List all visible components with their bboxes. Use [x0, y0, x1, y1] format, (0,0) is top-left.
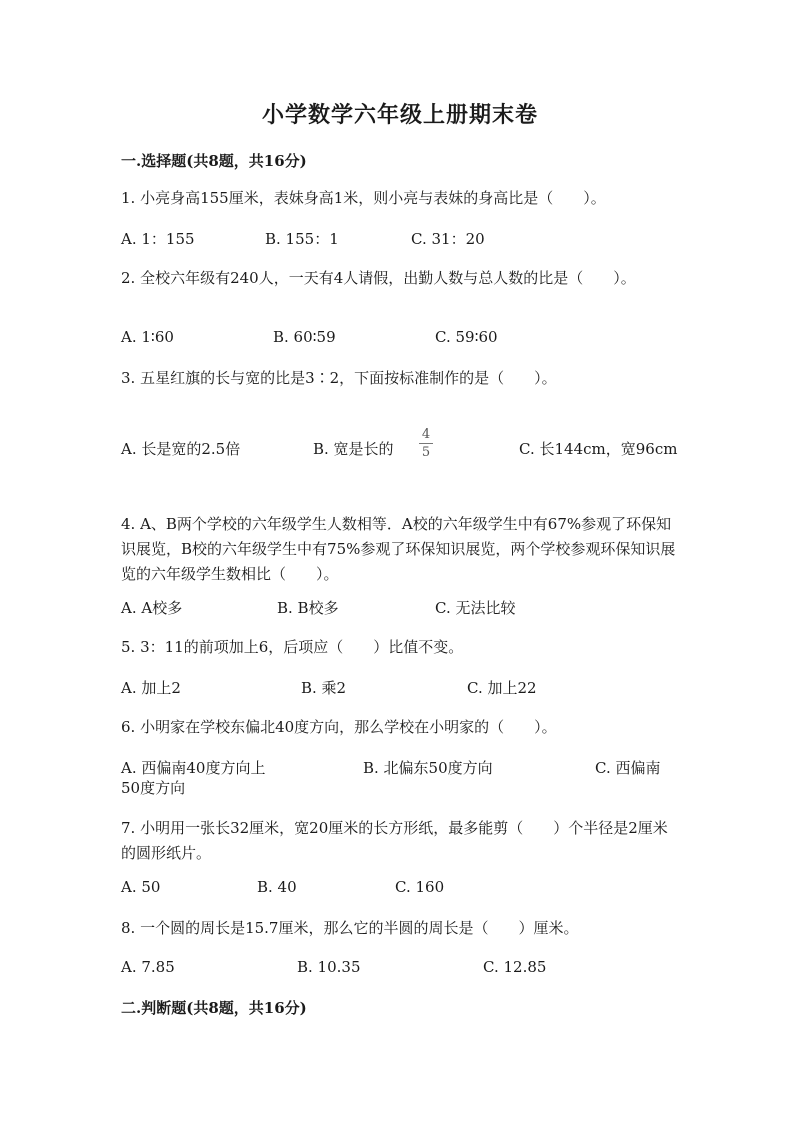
option-a: A. 长是宽的2.5倍: [121, 440, 241, 458]
option-b: B. 60∶59: [273, 328, 336, 346]
question-3-options: [121, 427, 681, 462]
question-4-options: [121, 597, 681, 621]
section-heading-judgement: 二.判断题(共8题，共16分): [121, 999, 307, 1017]
option-a: A. 7.85: [121, 958, 175, 976]
fraction-numerator: 4: [419, 426, 433, 444]
option-b: B. 宽是长的: [313, 440, 394, 458]
option-a: A. 50: [121, 878, 161, 896]
question-5-options: [121, 677, 681, 701]
question-6-options-wrap: [121, 777, 681, 801]
option-b: B. 40: [257, 878, 297, 896]
option-b: B. 北偏东50度方向: [363, 759, 493, 777]
option-c: C. 加上22: [467, 679, 537, 697]
question-1-options: [121, 228, 681, 252]
option-b: B. B校多: [277, 599, 339, 617]
question-7-options: [121, 878, 681, 902]
option-a: A. 加上2: [121, 679, 181, 697]
option-c: C. 长144cm，宽96cm: [519, 440, 678, 458]
option-c: C. 12.85: [483, 958, 547, 976]
question-4-stem: 4. A、B两个学校的六年级学生人数相等．A校的六年级学生中有67%参观了环保知识展览，B校的六年级学生中有75%参观了环保知识展览，两个学校参观环保知识展览的六年级学生数相比（ ）。: [121, 515, 676, 583]
question-6-stem: 6. 小明家在学校东偏北40度方向，那么学校在小明家的（ ）。: [121, 718, 557, 736]
option-a: A. 西偏南40度方向上: [121, 759, 266, 777]
question-8-options: [121, 958, 681, 982]
option-c: C. 31：20: [411, 230, 485, 248]
fraction-denominator: 5: [421, 445, 431, 460]
option-a: A. 1∶60: [121, 328, 174, 346]
option-c: C. 西偏南: [595, 759, 661, 777]
option-a: A. A校多: [121, 599, 183, 617]
question-3-stem: 3. 五星红旗的长与宽的比是3∶2，下面按标准制作的是（ ）。: [121, 369, 557, 387]
question-1-stem: 1. 小亮身高155厘米，表妹身高1米，则小亮与表妹的身高比是（ ）。: [121, 189, 606, 207]
question-2-options: [121, 328, 681, 352]
question-8-stem: 8. 一个圆的周长是15.7厘米，那么它的半圆的周长是（ ）厘米。: [121, 919, 579, 937]
option-c-continued: 50度方向: [121, 779, 186, 797]
section-heading-choice: 一.选择题(共8题，共16分): [121, 152, 307, 170]
option-c: C. 59∶60: [435, 328, 498, 346]
option-b: B. 10.35: [297, 958, 361, 976]
option-c: C. 160: [395, 878, 445, 896]
question-2-stem: 2. 全校六年级有240人，一天有4人请假，出勤人数与总人数的比是（ ）。: [121, 269, 636, 287]
option-c: C. 无法比较: [435, 599, 516, 617]
option-a: A. 1：155: [121, 230, 195, 248]
question-5-stem: 5. 3：11的前项加上6，后项应（ ）比值不变。: [121, 638, 464, 656]
option-b: B. 155：1: [265, 230, 339, 248]
exam-title: 小学数学六年级上册期末卷: [261, 102, 538, 128]
question-7-stem: 7. 小明用一张长32厘米，宽20厘米的长方形纸，最多能剪（ ）个半径是2厘米的圆形纸片。: [121, 819, 668, 862]
option-b: B. 乘2: [301, 679, 347, 697]
fraction-four-fifths: [419, 426, 433, 461]
